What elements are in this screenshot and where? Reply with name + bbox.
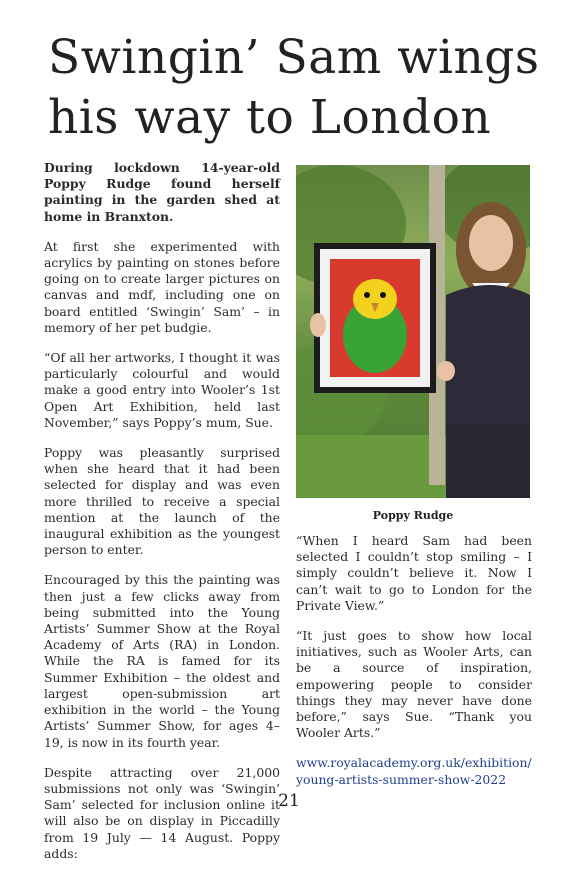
page-number: 21: [278, 791, 300, 811]
body-paragraph: “It just goes to show how local initiatives, such as Wooler Arts, can be a source of inspiration, empowering people to consider things they may never have done before,” says Sue. “Thank you Wooler Arts.”: [296, 628, 532, 741]
body-paragraph: Despite attracting over 21,000 submissions not only was ‘Swingin’ Sam’ selected for inclusion online it will also be on display in Piccadilly from 19 July — 14 August. Poppy adds:: [44, 764, 280, 861]
body-paragraph: “Of all her artworks, I thought it was particularly colourful and would make a good entry into Wooler’s 1st Open Art Exhibition, held last November,” says Poppy’s mum, Sue.: [44, 350, 280, 430]
right-column: [296, 533, 532, 802]
body-paragraph: Poppy was pleasantly surprised when she heard that it had been selected for display and was even more thrilled to receive a special mention at the launch of the inaugural exhibition as the youngest person to enter.: [44, 445, 280, 558]
body-paragraph: Encouraged by this the painting was then just a few clicks away from being submitted into the Young Artists’ Summer Show at the Royal Academy of Arts (RA) in London. While the RA is famed for its Summer Exhibition – the oldest and largest open-submission art exhibition in the world – the Young Artists’ Summer Show, for ages 4–19, is now in its fourth year.: [44, 572, 280, 750]
photo-illustration: [296, 165, 530, 498]
budgie-head: [353, 279, 397, 319]
article-photo: [296, 165, 530, 498]
photo-caption: Poppy Rudge: [372, 509, 454, 522]
article-headline: Swingin’ Sam wings his way to London: [48, 30, 540, 145]
left-column: [44, 160, 280, 876]
exhibition-link[interactable]: www.royalacademy.org.uk/exhibition/young-artists-summer-show-2022: [296, 755, 532, 787]
body-paragraph: “When I heard Sam had been selected I couldn’t stop smiling – I simply couldn’t believe it. Now I can’t wait to go to London for the Private View.”: [296, 533, 532, 613]
body-paragraph: At first she experimented with acrylics by painting on stones before going on to create larger pictures on canvas and mdf, including one on board entitled ‘Swingin’ Sam’ – in memory of her pet budgie.: [44, 238, 280, 335]
lead-paragraph: During lockdown 14-year-old Poppy Rudge found herself painting in the garden shed at home in Branxton.: [44, 160, 280, 224]
